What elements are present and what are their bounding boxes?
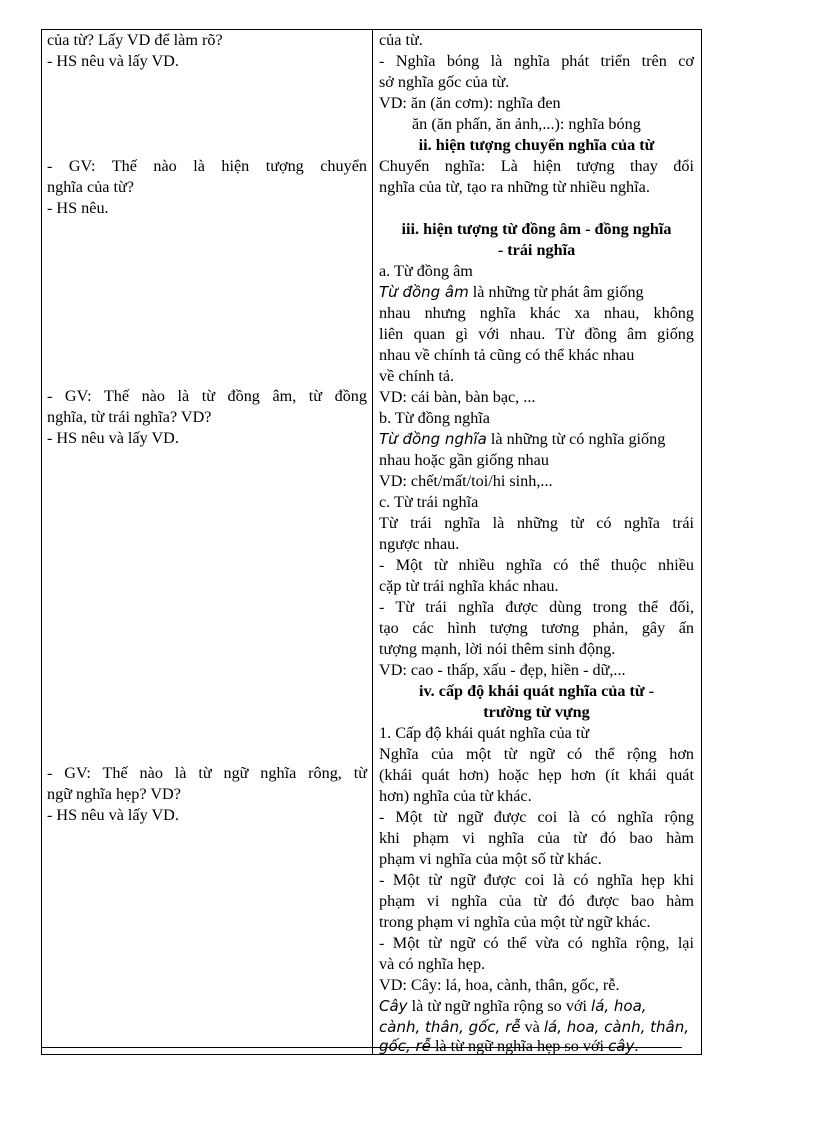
right-text: b. Từ đồng nghĩa [379, 409, 490, 427]
right-text: hơn) nghĩa của từ khác. [379, 787, 532, 805]
right-text: - Một từ ngữ được coi là có nghĩa hẹp khi [379, 871, 694, 889]
text-run: . [634, 1037, 639, 1055]
text-run: là những từ có nghĩa giống [486, 430, 666, 448]
right-text: (khái quát hơn) hoặc hẹp hơn (ít khái quát [379, 766, 694, 784]
right-text: phạm vi nghĩa của một số từ khác. [379, 850, 602, 868]
footer-rule [42, 1047, 682, 1048]
emphasis: gốc, rễ [379, 1037, 431, 1055]
right-text: - Một từ ngữ được coi là có nghĩa rộng [379, 808, 694, 826]
text-run: là từ ngữ nghĩa hẹp so với [430, 1037, 609, 1055]
right-text: phạm vi nghĩa của từ đó được bao hàm [379, 892, 694, 910]
right-text: trong phạm vi nghĩa của một từ ngữ khác. [379, 913, 651, 931]
section-heading: - trái nghĩa [497, 241, 576, 259]
right-text [379, 1017, 694, 1038]
lesson-table [41, 29, 702, 1055]
right-text: - Một từ ngữ có thể vừa có nghĩa rộng, lại [379, 934, 694, 952]
right-text: ăn (ăn phấn, ăn ảnh,...): nghĩa bóng [412, 115, 641, 133]
emphasis: Cây [379, 997, 408, 1015]
section-heading: ii. hiện tượng chuyển nghĩa của từ [418, 136, 655, 154]
right-text: - Từ trái nghĩa được dùng trong thể đối, [379, 598, 694, 616]
left-text: ngữ nghĩa hẹp? VD? [47, 785, 181, 803]
right-text [379, 996, 694, 1017]
right-text: nhau hoặc gần giống nhau [379, 451, 549, 469]
left-text: - GV: Thế nào là từ đồng âm, từ đồng [47, 387, 367, 405]
right-text: tượng mạnh, lời nói thêm sinh động. [379, 640, 616, 658]
right-text: tạo các hình tượng tương phản, gây ấn [379, 619, 694, 637]
right-text: nghĩa của từ, tạo ra những từ nhiều nghĩa. [379, 178, 650, 196]
right-text: VD: ăn (ăn cơm): nghĩa đen [379, 94, 561, 112]
emphasis: cành, thân, gốc, rễ [379, 1018, 521, 1036]
left-text: nghĩa của từ? [47, 178, 134, 196]
text-run: và [520, 1018, 544, 1036]
right-text: nhau nhưng nghĩa khác xa nhau, không [379, 304, 694, 322]
right-text: Chuyển nghĩa: Là hiện tượng thay đổi [379, 157, 694, 175]
left-text: - HS nêu và lấy VD. [47, 806, 179, 824]
right-text: - Một từ nhiều nghĩa có thể thuộc nhiều [379, 556, 694, 574]
right-text: khi phạm vi nghĩa của từ đó bao hàm [379, 829, 694, 847]
text-run: là từ ngữ nghĩa rộng so với [407, 997, 592, 1015]
right-text: a. Từ đồng âm [379, 262, 473, 280]
left-text: - GV: Thế nào là hiện tượng chuyển [47, 157, 367, 175]
left-text: - GV: Thế nào là từ ngữ nghĩa rông, từ [47, 764, 367, 782]
right-text: sở nghĩa gốc của từ. [379, 73, 510, 91]
section-heading: iii. hiện tượng từ đồng âm - đồng nghĩa [401, 220, 672, 238]
emphasis: Từ đồng âm [379, 283, 469, 301]
left-text: của từ? Lấy VD để làm rõ? [47, 31, 223, 49]
emphasis: cây [608, 1037, 635, 1055]
emphasis: Từ đồng nghĩa [379, 430, 487, 448]
column-divider [372, 30, 373, 1054]
right-text: VD: cái bàn, bàn bạc, ... [379, 388, 536, 406]
right-text [379, 429, 694, 450]
right-text: 1. Cấp độ khái quát nghĩa của từ [379, 724, 590, 742]
right-text: Từ trái nghĩa là những từ có nghĩa trái [379, 514, 694, 532]
right-text: về chính tả. [379, 367, 455, 385]
section-heading: iv. cấp độ khái quát nghĩa của từ - [418, 682, 655, 700]
right-text: của từ. [379, 31, 423, 49]
left-text: - HS nêu và lấy VD. [47, 429, 179, 447]
right-text: cặp từ trái nghĩa khác nhau. [379, 577, 559, 595]
right-text: VD: chết/mất/toi/hi sinh,... [379, 472, 553, 490]
right-text: Nghĩa của một từ ngữ có thể rộng hơn [379, 745, 694, 763]
right-text: c. Từ trái nghĩa [379, 493, 479, 511]
right-text: và có nghĩa hẹp. [379, 955, 486, 973]
right-text: VD: Cây: lá, hoa, cành, thân, gốc, rễ. [379, 976, 620, 994]
left-text: - HS nêu và lấy VD. [47, 52, 179, 70]
text-run: là những từ phát âm giống [468, 283, 644, 301]
right-text [379, 282, 694, 303]
right-text: - Nghĩa bóng là nghĩa phát triển trên cơ [379, 52, 694, 70]
right-text: nhau về chính tả cũng có thể khác nhau [379, 346, 635, 364]
right-text: ngược nhau. [379, 535, 460, 553]
left-text: nghĩa, từ trái nghĩa? VD? [47, 408, 212, 426]
right-text: VD: cao - thấp, xấu - đẹp, hiền - dữ,... [379, 661, 626, 679]
section-heading: trường từ vựng [483, 703, 590, 721]
right-text: liên quan gì với nhau. Từ đồng âm giống [379, 325, 694, 343]
left-text: - HS nêu. [47, 199, 109, 217]
emphasis: lá, hoa, cành, thân, [543, 1018, 690, 1036]
emphasis: lá, hoa, [591, 997, 647, 1015]
